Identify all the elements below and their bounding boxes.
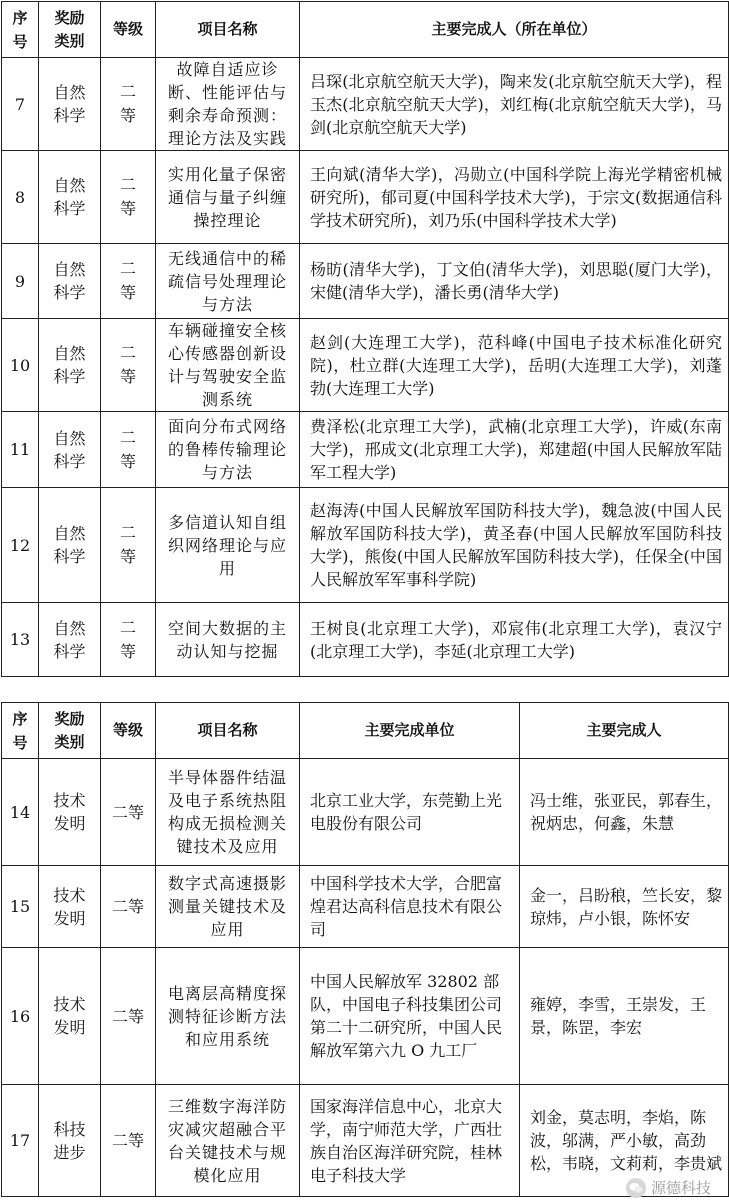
row-type: 自然科学 xyxy=(39,488,101,603)
row-type: 科技进步 xyxy=(39,1085,101,1197)
table-row xyxy=(2,488,729,603)
row-people: 雍婷，李雪，王崇发，王景，陈罡，李宏 xyxy=(520,948,729,1085)
row-project: 车辆碰撞安全核心传感器创新设计与驾驶安全监测系统 xyxy=(156,319,300,412)
row-no: 15 xyxy=(2,866,39,948)
row-no: 14 xyxy=(2,759,39,866)
row-type: 技术发明 xyxy=(39,948,101,1085)
row-type: 自然科学 xyxy=(39,412,101,488)
row-people: 杨昉(清华大学)，丁文伯(清华大学)，刘思聪(厦门大学)，宋健(清华大学)，潘长勇(清华大学) xyxy=(300,244,729,319)
row-unit: 北京工业大学，东莞勤上光电股份有限公司 xyxy=(300,759,520,866)
row-grade: 二等 xyxy=(101,948,156,1085)
table-row xyxy=(2,759,729,866)
row-people: 冯士维，张亚民，郭春生，祝炳忠，何鑫，朱慧 xyxy=(520,759,729,866)
table-row xyxy=(2,1085,729,1197)
row-project: 面向分布式网络的鲁棒传输理论与方法 xyxy=(156,412,300,488)
header-people: 主要完成人 xyxy=(520,703,729,759)
row-grade: 二等 xyxy=(101,603,156,677)
row-project: 半导体器件结温及电子系统热阻构成无损检测关键技术及应用 xyxy=(156,759,300,866)
award-table-natural-science xyxy=(1,1,729,677)
header-type: 奖励类别 xyxy=(39,703,101,759)
row-type: 自然科学 xyxy=(39,58,101,151)
award-table-technology xyxy=(1,702,729,1197)
row-project: 电离层高精度探测特征诊断方法和应用系统 xyxy=(156,948,300,1085)
row-unit: 中国科学技术大学，合肥富煌君达高科信息技术有限公司 xyxy=(300,866,520,948)
row-unit: 中国人民解放军 32802 部队，中国电子科技集团公司第二十二研究所，中国人民解放军第六九 O 九工厂 xyxy=(300,948,520,1085)
row-no: 11 xyxy=(2,412,39,488)
header-type: 奖励类别 xyxy=(39,2,101,58)
row-unit: 国家海洋信息中心，北京大学，南宁师范大学，广西壮族自治区海洋研究院，桂林电子科技大学 xyxy=(300,1085,520,1197)
row-type: 自然科学 xyxy=(39,319,101,412)
table-row xyxy=(2,151,729,244)
row-project: 空间大数据的主动认知与挖掘 xyxy=(156,603,300,677)
row-project: 无线通信中的稀疏信号处理理论与方法 xyxy=(156,244,300,319)
watermark-text: 源德科技 xyxy=(650,1179,711,1197)
row-type: 自然科学 xyxy=(39,603,101,677)
watermark xyxy=(626,1177,711,1198)
table-row xyxy=(2,948,729,1085)
header-no: 序号 xyxy=(2,703,39,759)
row-project: 实用化量子保密通信与量子纠缠操控理论 xyxy=(156,151,300,244)
row-people: 赵剑(大连理工大学)，范科峰(中国电子技术标准化研究院)，杜立群(大连理工大学)，岳明(大连理工大学)，刘蓬勃(大连理工大学) xyxy=(300,319,729,412)
table-row xyxy=(2,319,729,412)
row-grade: 二等 xyxy=(101,866,156,948)
row-grade: 二等 xyxy=(101,319,156,412)
row-grade: 二等 xyxy=(101,759,156,866)
table-row xyxy=(2,603,729,677)
row-people: 费泽松(北京理工大学)，武楠(北京理工大学)，许威(东南大学)，邢成文(北京理工大学)，郑建超(中国人民解放军陆军工程大学) xyxy=(300,412,729,488)
row-people: 王树良(北京理工大学)，邓宸伟(北京理工大学)，袁汉宁(北京理工大学)，李延(北京理工大学) xyxy=(300,603,729,677)
row-no: 7 xyxy=(2,58,39,151)
row-no: 12 xyxy=(2,488,39,603)
row-grade: 二等 xyxy=(101,58,156,151)
header-grade: 等级 xyxy=(101,703,156,759)
header-unit: 主要完成单位 xyxy=(300,703,520,759)
row-project: 故障自适应诊断、性能评估与剩余寿命预测：理论方法及实践 xyxy=(156,58,300,151)
header-no: 序号 xyxy=(2,2,39,58)
header-project: 项目名称 xyxy=(156,2,300,58)
row-no: 10 xyxy=(2,319,39,412)
header-project: 项目名称 xyxy=(156,703,300,759)
row-type: 自然科学 xyxy=(39,244,101,319)
row-people: 赵海涛(中国人民解放军国防科技大学)，魏急波(中国人民解放军国防科技大学)，黄圣春(中国人民解放军国防科技大学)，熊俊(中国人民解放军国防科技大学)，任保全(中国人民解放军军事科学院) xyxy=(300,488,729,603)
row-people: 吕琛(北京航空航天大学)，陶来发(北京航空航天大学)，程玉杰(北京航空航天大学)，刘红梅(北京航空航天大学)，马剑(北京航空航天大学) xyxy=(300,58,729,151)
table-row xyxy=(2,412,729,488)
table-header-row xyxy=(2,703,729,759)
row-type: 技术发明 xyxy=(39,866,101,948)
row-grade: 二等 xyxy=(101,151,156,244)
row-no: 13 xyxy=(2,603,39,677)
row-project: 数字式高速摄影测量关键技术及应用 xyxy=(156,866,300,948)
table-row xyxy=(2,866,729,948)
row-people: 金一，吕盼稂，竺长安，黎琼炜，卢小银，陈怀安 xyxy=(520,866,729,948)
row-grade: 二等 xyxy=(101,244,156,319)
row-grade: 二等 xyxy=(101,488,156,603)
row-grade: 二等 xyxy=(101,412,156,488)
row-project: 多信道认知自组织网络理论与应用 xyxy=(156,488,300,603)
row-project: 三维数字海洋防灾减灾超融合平台关键技术与规模化应用 xyxy=(156,1085,300,1197)
row-no: 9 xyxy=(2,244,39,319)
row-no: 16 xyxy=(2,948,39,1085)
row-people: 刘金，莫志明，李焰，陈波，邬满，严小敏，高劲松，韦晓，文莉莉，李贵斌 xyxy=(520,1085,729,1197)
header-people: 主要完成人（所在单位） xyxy=(300,2,729,58)
row-type: 自然科学 xyxy=(39,151,101,244)
row-no: 17 xyxy=(2,1085,39,1197)
row-people: 王向斌(清华大学)，冯勋立(中国科学院上海光学精密机械研究所)，郁司夏(中国科学技术大学)，于宗文(数据通信科学技术研究所)，刘乃乐(中国科学技术大学) xyxy=(300,151,729,244)
table-header-row xyxy=(2,2,729,58)
table-row xyxy=(2,244,729,319)
row-type: 技术发明 xyxy=(39,759,101,866)
wechat-icon xyxy=(626,1178,646,1198)
header-grade: 等级 xyxy=(101,2,156,58)
table-row xyxy=(2,58,729,151)
row-no: 8 xyxy=(2,151,39,244)
row-grade: 二等 xyxy=(101,1085,156,1197)
